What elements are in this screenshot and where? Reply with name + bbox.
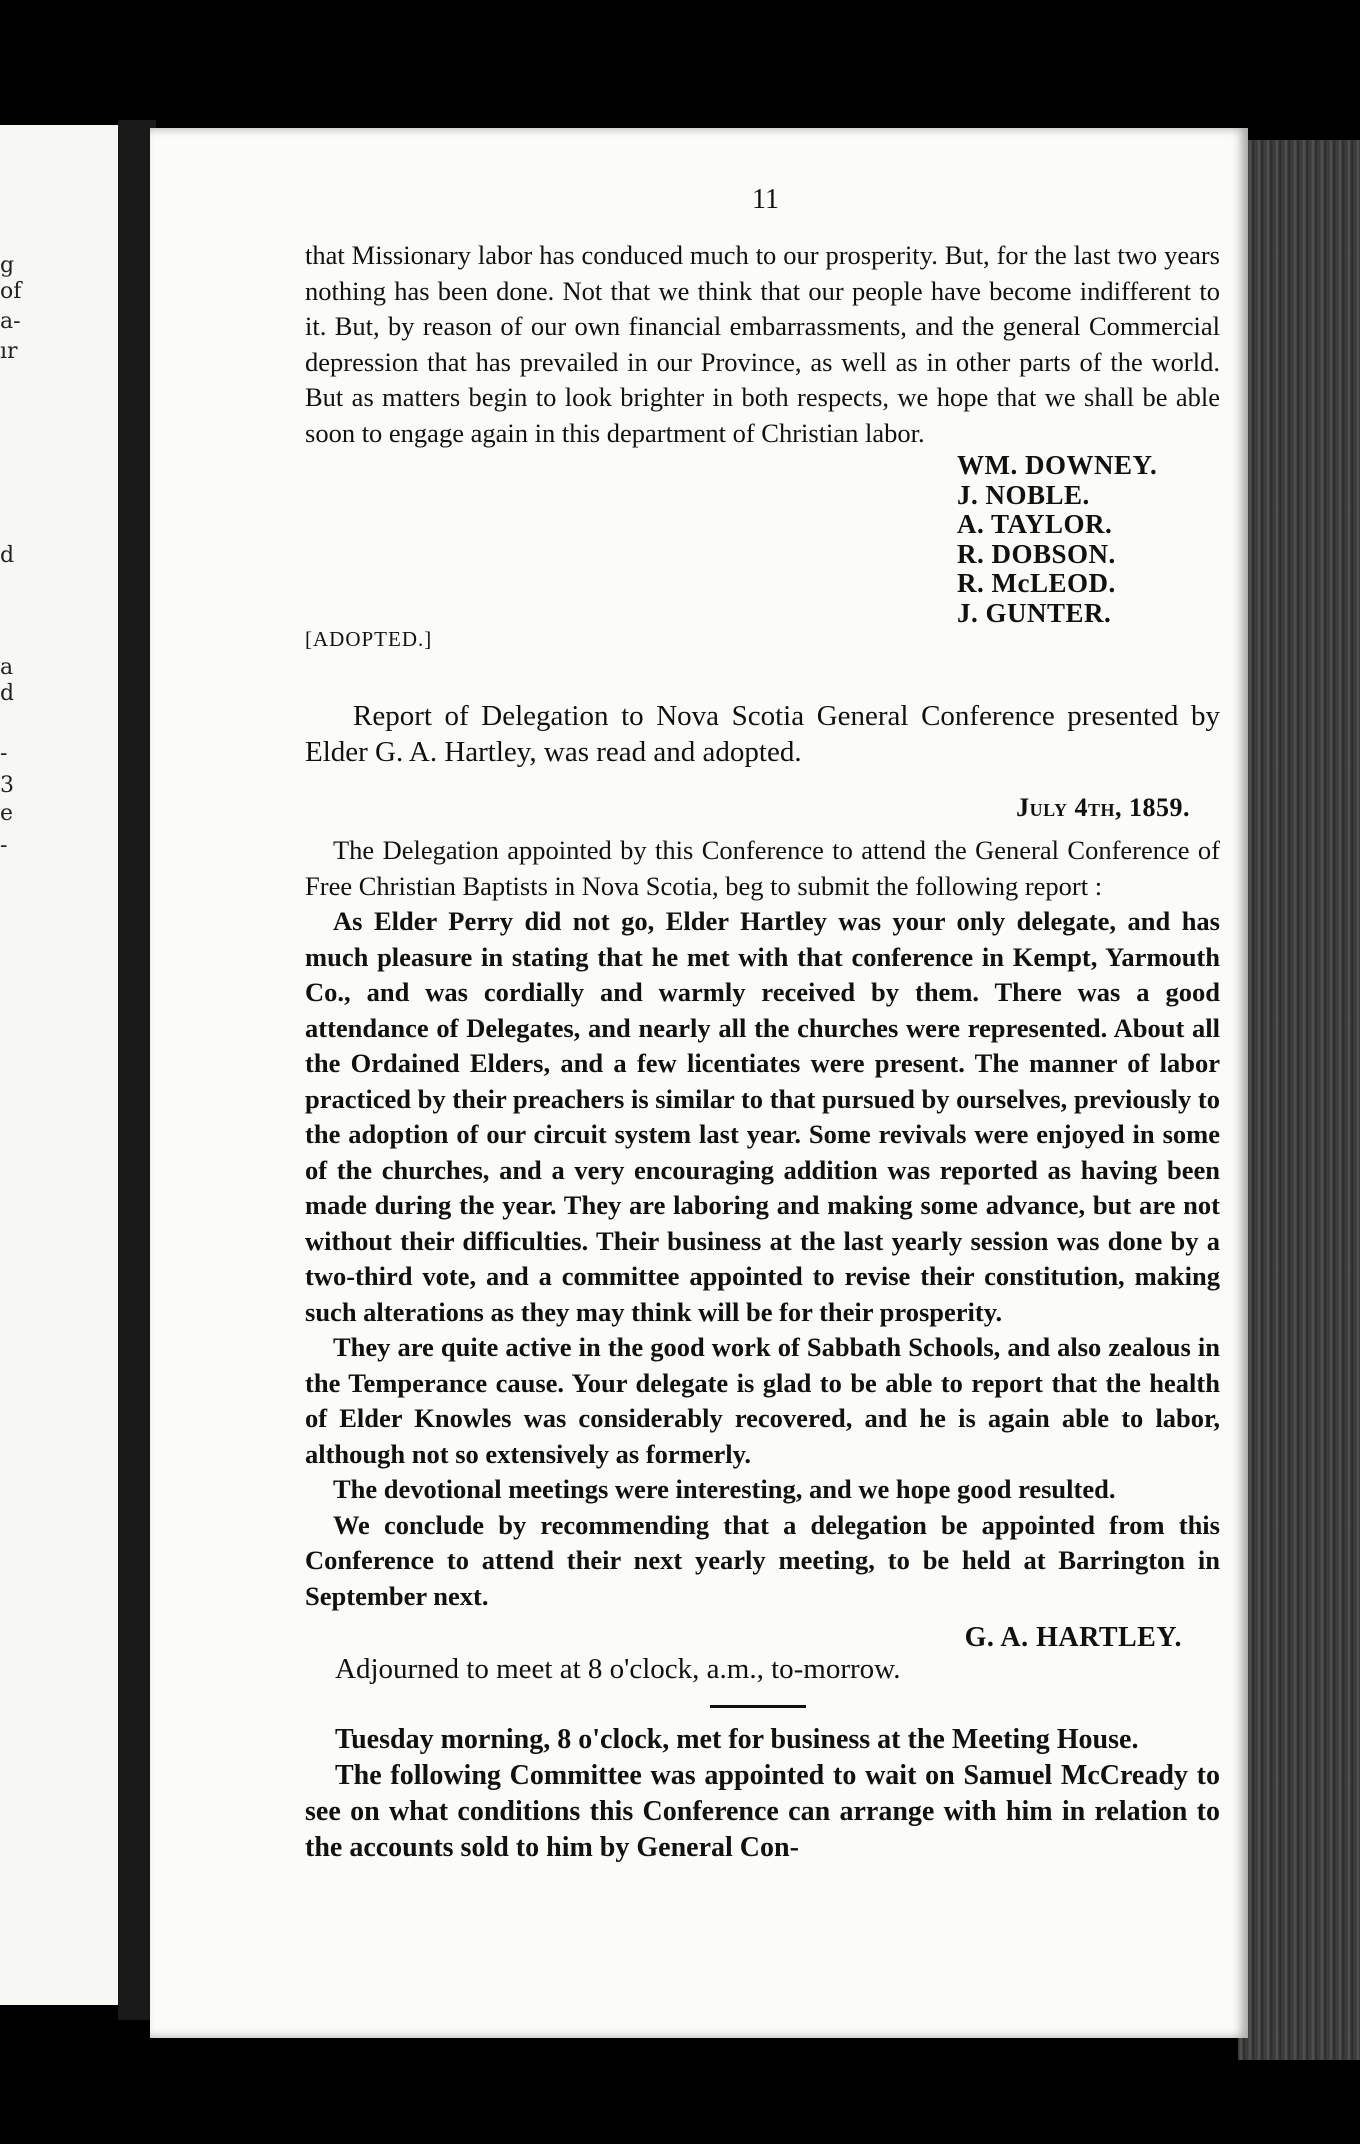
book-page-edges bbox=[1238, 140, 1360, 2060]
report-intro: Report of Delegation to Nova Scotia General Conference presented by Elder G. A. Hartley, was read and adopted. bbox=[305, 699, 1220, 768]
adjourned-line: Adjourned to meet at 8 o'clock, a.m., to-morrow. bbox=[335, 1652, 901, 1685]
signature-name: J. NOBLE. bbox=[957, 479, 1090, 510]
section-divider bbox=[710, 1705, 806, 1708]
page-body bbox=[305, 238, 1220, 1866]
left-page-fragment: a bbox=[0, 655, 14, 680]
signature-name: A. TAYLOR. bbox=[957, 509, 1113, 539]
missionary-paragraph: that Missionary labor has conduced much to our prosperity. But, for the last two years nothing has been done. Not that we think that our people have become indifferent to it. But, by reason of our own financial embarrassments, and the general Commercial depression that has prevailed in our Province, as well as in other parts of the world. But as matters begin to look brighter in both respects, we hope that we shall be able soon to engage again in this department of Christian labor. bbox=[305, 240, 1220, 448]
left-page-fragment: a- bbox=[0, 309, 21, 334]
dateline: July 4th, 1859. bbox=[1016, 792, 1190, 822]
tuesday-paragraph: Tuesday morning, 8 o'clock, met for business at the Meeting House. bbox=[335, 1724, 1139, 1755]
committee-paragraph: The following Committee was appointed to wait on Samuel McCready to see on what conditions this Conference can arrange with him in relation to the accounts sold to him by General Con- bbox=[305, 1760, 1220, 1863]
left-page-fragment: - bbox=[0, 833, 8, 858]
signature-name: R. McLEOD. bbox=[957, 568, 1116, 598]
left-page-fragment: e bbox=[0, 801, 14, 826]
left-page-fragment: ır bbox=[0, 339, 18, 364]
adopted-label: [ADOPTED.] bbox=[305, 627, 433, 651]
page-number: 11 bbox=[752, 184, 779, 215]
left-page-fragment: of bbox=[0, 279, 22, 304]
left-page-fragment: - bbox=[0, 741, 8, 766]
left-page-fragment: 3 bbox=[0, 773, 14, 798]
left-page-fragment: d bbox=[0, 543, 15, 568]
delegation-paragraph: The Delegation appointed by this Conference to attend the General Conference of Free Christian Baptists in Nova Scotia, beg to submit the following report : bbox=[305, 835, 1220, 901]
delegation-paragraph: They are quite active in the good work of Sabbath Schools, and also zealous in the Temperance cause. Your delegate is glad to be able to report that the health of Elder Knowles was considerably recovered, and he is again able to labor, although not so extensively as formerly. bbox=[305, 1332, 1220, 1469]
delegation-paragraph: The devotional meetings were interesting, and we hope good resulted. bbox=[333, 1474, 1116, 1504]
signature-name: WM. DOWNEY. bbox=[957, 450, 1158, 480]
left-page-fragment: g bbox=[0, 253, 15, 278]
signature-name: J. GUNTER. bbox=[957, 597, 1112, 628]
delegation-paragraph: We conclude by recommending that a delegation be appointed from this Conference to attend their next yearly meeting, to be held at Barrington in September next. bbox=[305, 1509, 1220, 1611]
left-page-fragment: d bbox=[0, 681, 15, 706]
delegation-paragraph: As Elder Perry did not go, Elder Hartley was your only delegate, and has much pleasure in stating that he met with that conference in Kempt, Yarmouth Co., and was cordially and warmly received by them. There was a good attendance of Delegates, and nearly all the churches were represented. About all the Ordained Elders, and a few licentiates were present. The manner of labor practiced by their preachers is similar to that pursued by ourselves, previously to the adoption of our circuit system last year. Some revivals were enjoyed in some of the churches, and a very encouraging addition was reported as having been made during the year. They are laboring and making some advance, but are not without their difficulties. Their business at the last yearly session was done by a two-third vote, and a committee appointed to revise their constitution, making such alterations as they may think will be for their prosperity. bbox=[305, 906, 1220, 1327]
delegate-signature: G. A. HARTLEY. bbox=[964, 1622, 1182, 1653]
signature-name: R. DOBSON. bbox=[957, 538, 1116, 569]
left-facing-page bbox=[0, 125, 118, 2005]
committee-signatures bbox=[957, 451, 1220, 628]
tuesday-section bbox=[305, 1722, 1220, 1866]
